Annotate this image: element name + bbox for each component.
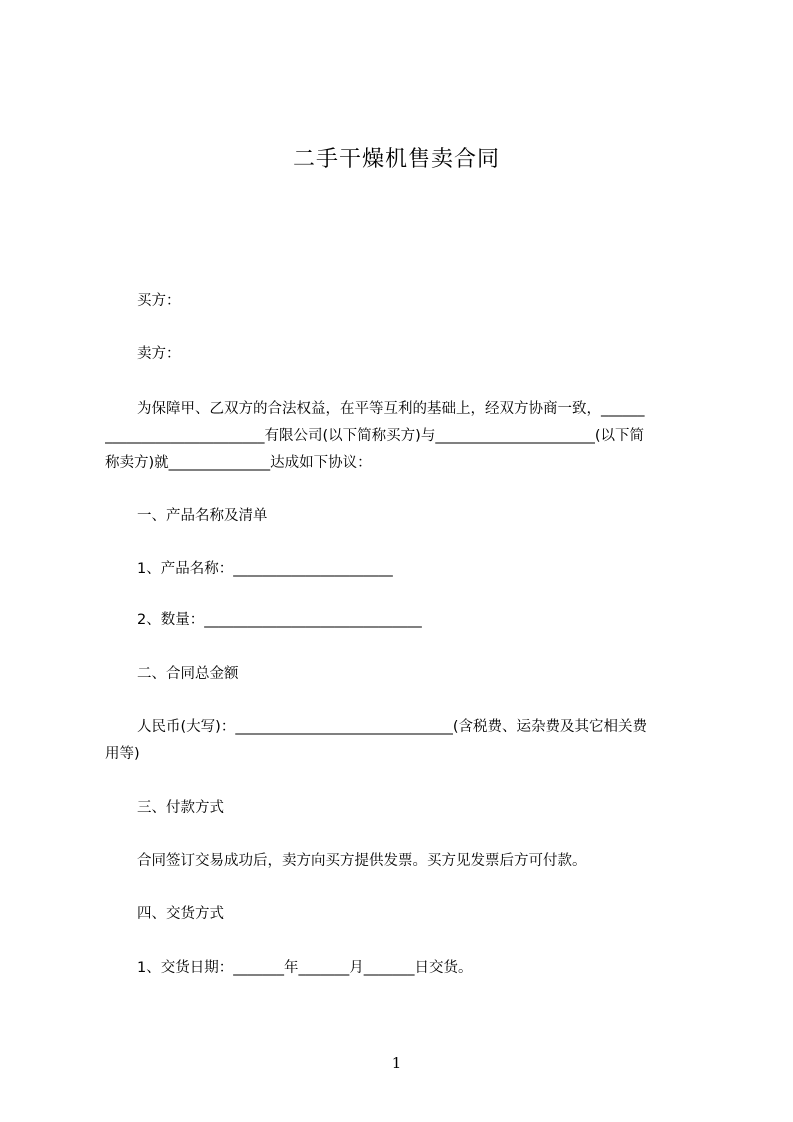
page-title: 二手干燥机售卖合同 <box>292 147 500 172</box>
buyer-label: 买方： <box>137 293 181 309</box>
section-4-heading: 四、交货方式 <box>137 906 224 922</box>
section-2-heading: 二、合同总金额 <box>137 666 239 682</box>
amount-line-1: 人民币(大写)：______________________________(含税费、运杂费及其它相关费 <box>137 719 647 735</box>
product-name-field: 1、产品名称：______________________ <box>137 561 393 577</box>
intro-line-1: 为保障甲、乙双方的合法权益，在平等互利的基础上，经双方协商一致，______ <box>137 401 645 417</box>
section-3-heading: 三、付款方式 <box>137 800 224 816</box>
section-1-heading: 一、产品名称及清单 <box>137 508 268 524</box>
page-number: 1 <box>391 1054 402 1072</box>
delivery-date-field: 1、交货日期：_______年_______月_______日交货。 <box>137 960 473 976</box>
amount-paragraph <box>105 714 701 768</box>
intro-paragraph <box>105 396 701 477</box>
amount-line-2: 用等) <box>105 746 140 762</box>
intro-line-2: ______________________有限公司(以下简称买方)与______________________(以下简 <box>105 428 644 444</box>
quantity-field: 2、数量：______________________________ <box>137 612 422 628</box>
payment-text: 合同签订交易成功后，卖方向买方提供发票。买方见发票后方可付款。 <box>137 853 587 869</box>
seller-label: 卖方： <box>137 346 181 362</box>
intro-line-3: 称卖方)就______________达成如下协议： <box>105 455 372 471</box>
